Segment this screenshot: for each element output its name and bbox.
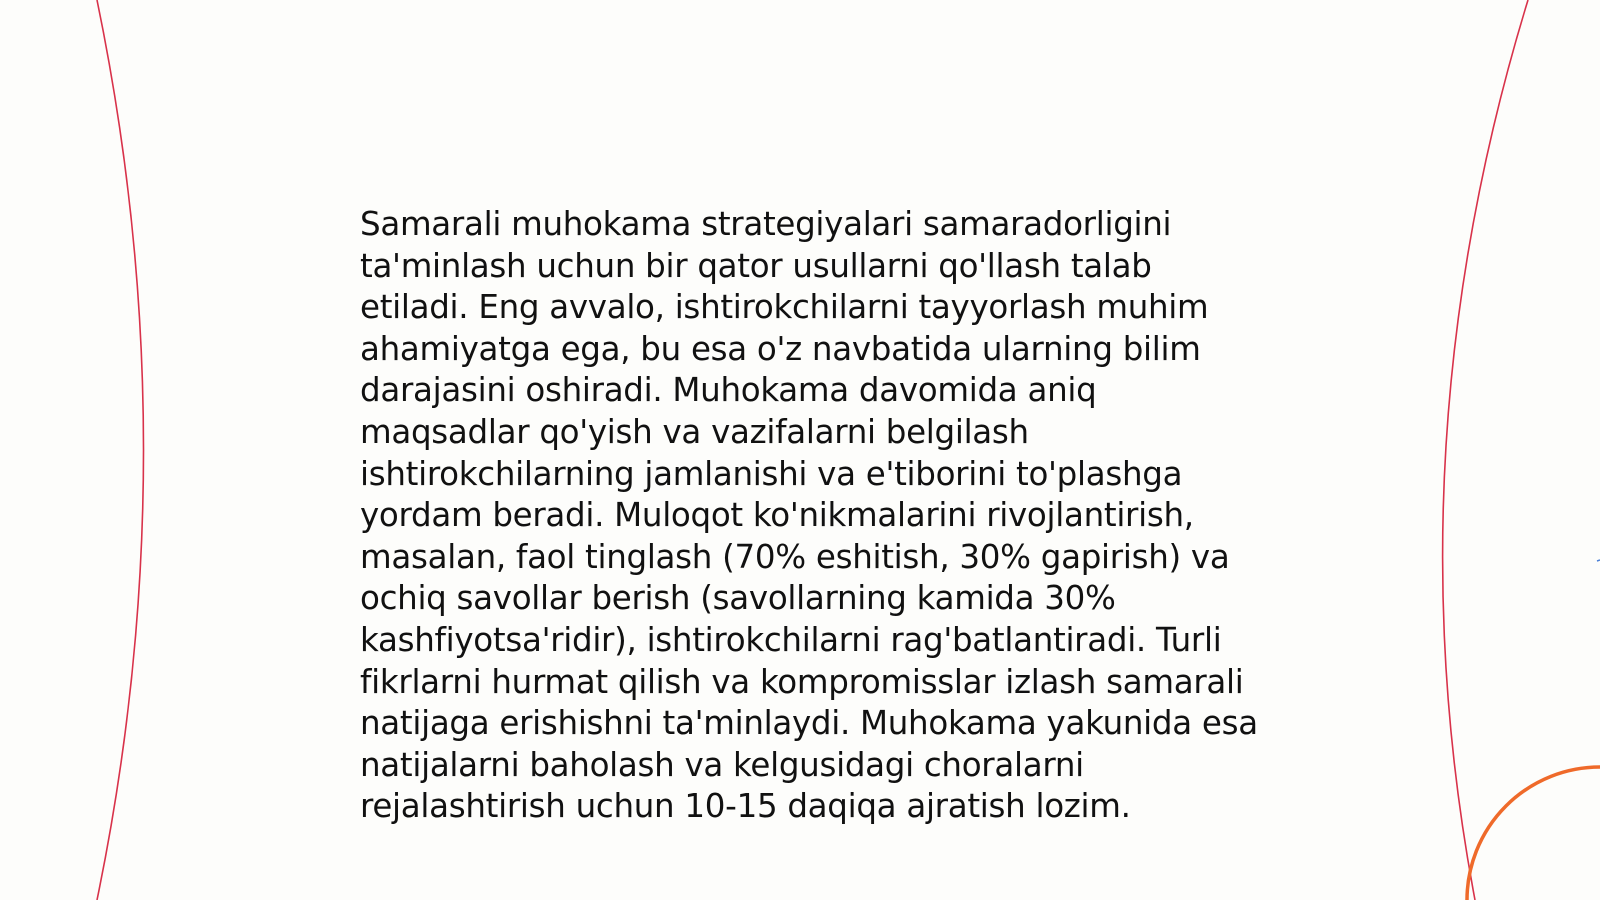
- bottom-right-accent-arc: [1467, 767, 1600, 900]
- right-curve-line: [1443, 0, 1528, 900]
- left-curve-line: [97, 0, 144, 900]
- slide-body-text: Samarali muhokama strategiyalari samaradorligini ta'minlash uchun bir qator usullarni qo'llash talab etiladi. Eng avvalo, ishtirokchilarni tayyorlash muhim ahamiyatga ega, bu esa o'z navbatida ularning bilim darajasini oshiradi. Muhokama davomida aniq maqsadlar qo'yish va vazifalarni belgilash ishtirokchilarning jamlanishi va e'tiborini to'plashga yordam beradi. Muloqot ko'nikmalarini rivojlantirish, masalan, faol tinglash (70% eshitish, 30% gapirish) va ochiq savollar berish (savollarning kamida 30% kashfiyotsa'ridir), ishtirokchilarni rag'batlantiradi. Turli fikrlarni hurmat qilish va kompromisslar izlash samarali natijaga erishishni ta'minlaydi. Muhokama yakunida esa natijalarni baholash va kelgusidagi choralarni rejalashtirish uchun 10-15 daqiqa ajratish lozim.: [360, 205, 1258, 826]
